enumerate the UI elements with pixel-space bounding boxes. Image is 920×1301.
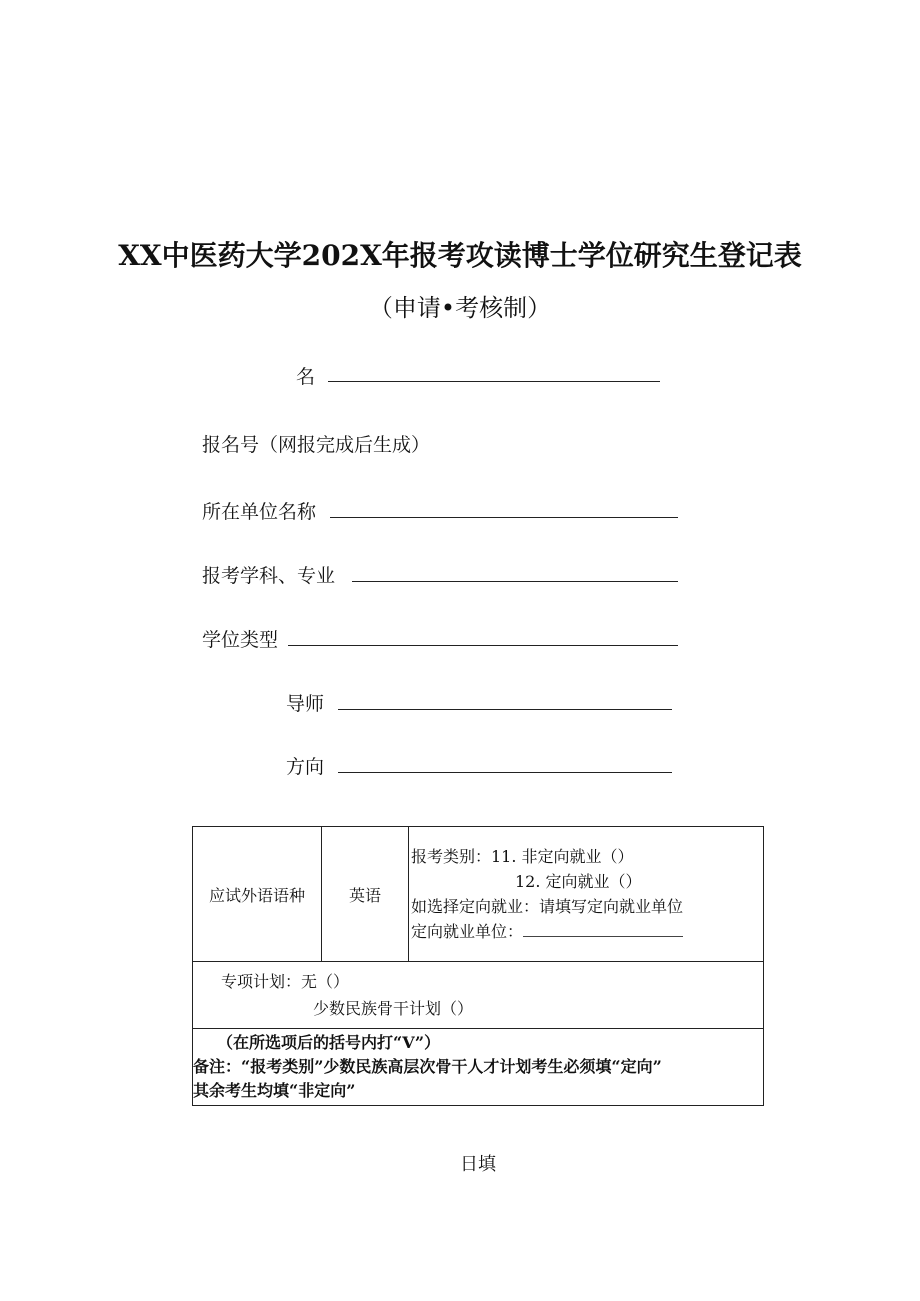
special-plan-cell bbox=[193, 962, 764, 1029]
degree-label: 学位类型 bbox=[202, 629, 279, 651]
language-label-cell bbox=[193, 827, 322, 962]
direction-input-line[interactable] bbox=[338, 772, 672, 773]
reg-no-label: 报名号（网报完成后生成） bbox=[202, 434, 431, 456]
category-option-directed[interactable]: 12. 定向就业（） bbox=[515, 872, 642, 891]
unit-label: 所在单位名称 bbox=[202, 501, 317, 523]
directed-unit-label: 定向就业单位： bbox=[411, 922, 524, 941]
advisor-label: 导师 bbox=[286, 693, 325, 715]
category-cell bbox=[409, 827, 764, 962]
notes-cell bbox=[193, 1029, 764, 1106]
footer-text: 日填 bbox=[460, 1154, 496, 1175]
note-instruction: （在所选项后的括号内打“V”） bbox=[217, 1033, 441, 1052]
note-remark: 备注：“报考类别”少数民族高层次骨干人才计划考生必须填“定向” bbox=[193, 1057, 662, 1076]
name-label: 名 bbox=[296, 366, 316, 388]
special-plan-minority[interactable]: 少数民族骨干计划（） bbox=[313, 999, 474, 1018]
name-input-line[interactable] bbox=[328, 381, 660, 382]
advisor-input-line[interactable] bbox=[338, 709, 672, 710]
unit-input-line[interactable] bbox=[330, 517, 678, 518]
subject-input-line[interactable] bbox=[352, 581, 678, 582]
note-remark-cont: 其余考生均填“非定向” bbox=[193, 1081, 356, 1100]
directed-unit-input[interactable] bbox=[523, 922, 683, 937]
registration-table bbox=[192, 826, 764, 1106]
language-value: 英语 bbox=[348, 885, 381, 905]
directed-unit-instruction: 如选择定向就业：请填写定向就业单位 bbox=[411, 897, 684, 916]
category-option-nondirected[interactable]: 报考类别：11. 非定向就业（） bbox=[411, 847, 634, 866]
directed-unit-row bbox=[411, 919, 763, 944]
language-label: 应试外语语种 bbox=[208, 885, 305, 905]
subject-label: 报考学科、专业 bbox=[202, 565, 336, 587]
degree-input-line[interactable] bbox=[288, 645, 678, 646]
language-value-cell bbox=[322, 827, 409, 962]
direction-label: 方向 bbox=[286, 756, 325, 778]
form-title: XX中医药大学202X年报考攻读博士学位研究生登记表 bbox=[118, 239, 802, 272]
special-plan-none[interactable]: 专项计划：无（） bbox=[221, 972, 350, 991]
form-subtitle: （申请•考核制） bbox=[368, 294, 552, 322]
